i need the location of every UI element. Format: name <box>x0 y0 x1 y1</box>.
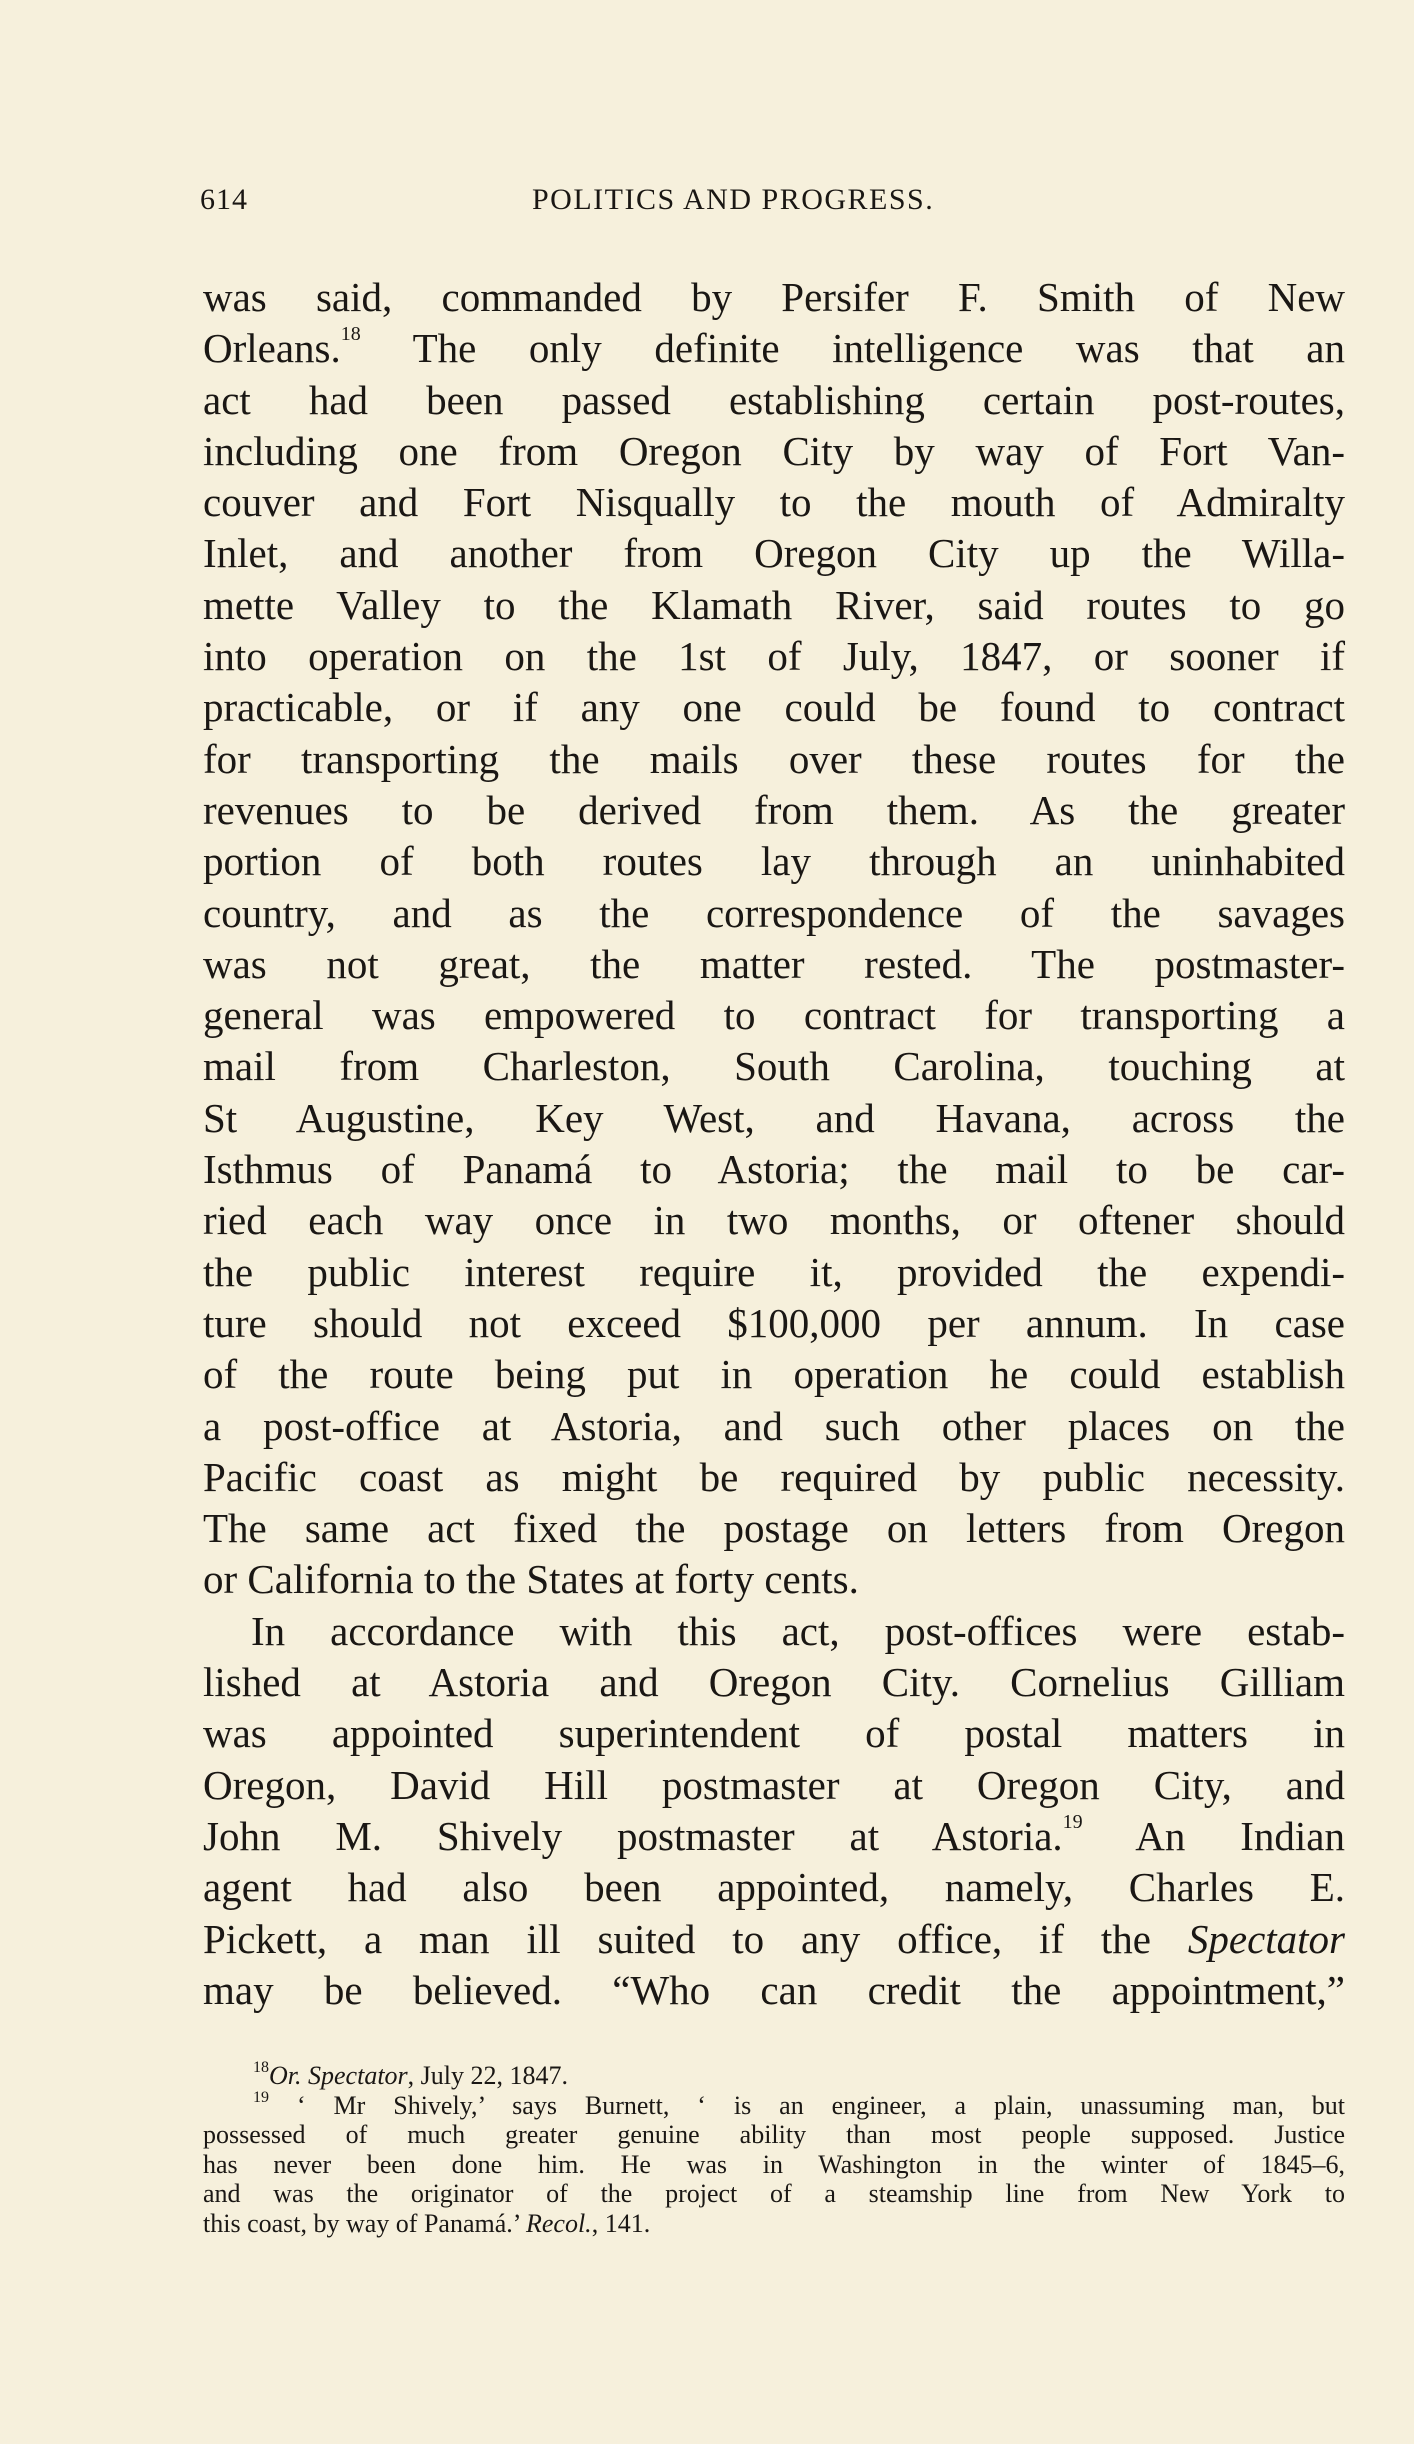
text-line: mette Valley to the Klamath River, said routes to go <box>203 581 1345 628</box>
text-line: act had been passed establishing certain post-routes, <box>203 376 1345 423</box>
footnote-text: this coast, by way of Panamá.’ <box>203 2208 520 2238</box>
text-line: including one from Oregon City by way of Fort Van- <box>203 427 1345 474</box>
body-text <box>203 272 1345 2016</box>
text-line: lished at Astoria and Oregon City. Cornelius Gilliam <box>203 1659 1345 1706</box>
text-line: Isthmus of Panamá to Astoria; the mail to be car- <box>203 1146 1345 1193</box>
text-span: Pickett, a man ill suited to any office, if the <box>203 1915 1152 1962</box>
footnote-line: and was the originator of the project of a steamship line from New York to <box>203 2179 1345 2208</box>
text-span: Orleans. <box>203 325 341 372</box>
text-line: practicable, or if any one could be found to contract <box>203 684 1345 731</box>
text-line: revenues to be derived from them. As the greater <box>203 786 1345 833</box>
footnote-18 <box>203 2061 1345 2091</box>
footnote-line: possessed of much greater genuine ability than most people supposed. Justice <box>203 2120 1345 2149</box>
footnote-ref-18: 18 <box>340 323 361 346</box>
page-number: 614 <box>200 183 248 216</box>
text-line: couver and Fort Nisqually to the mouth of Admiralty <box>203 479 1345 526</box>
footnote-line: has never been done him. He was in Washington in the winter of 1845–6, <box>203 2149 1345 2179</box>
text-line: may be believed. “Who can credit the appointment,” <box>203 1966 1345 2013</box>
text-line: Inlet, and another from Oregon City up the Willa- <box>203 530 1345 577</box>
text-span: John M. Shively postmaster at Astoria. <box>203 1812 1063 1859</box>
footnote-line <box>203 2209 1345 2239</box>
footnote-source: Recol. <box>526 2208 592 2238</box>
text-line: was appointed superintendent of postal matters in <box>203 1710 1345 1757</box>
running-title: POLITICS AND PROGRESS. <box>532 183 935 216</box>
footnote-text: , July 22, 1847. <box>407 2061 569 2090</box>
text-line <box>203 323 1345 374</box>
text-line <box>203 1914 1345 1965</box>
footnotes <box>203 2061 1345 2238</box>
text-line: St Augustine, Key West, and Havana, across the <box>203 1094 1345 1141</box>
spectator-title: Spectator <box>1187 1915 1346 1962</box>
footnote-ref-19: 19 <box>1062 1810 1083 1833</box>
text-line: for transporting the mails over these routes for the <box>203 735 1345 782</box>
text-line: or California to the States at forty cents. <box>203 1556 859 1603</box>
text-line: was said, commanded by Persifer F. Smith of New <box>203 274 1345 320</box>
paragraph-start: In accordance with this act, post-offices were estab- <box>251 1607 1345 1654</box>
text-line: ture should not exceed $100,000 per annum. In case <box>203 1299 1345 1346</box>
text-line: a post-office at Astoria, and such other places on the <box>203 1402 1345 1449</box>
text-line: ried each way once in two months, or oftener should <box>203 1197 1345 1244</box>
text-span: The only definite intelligence was that an <box>412 325 1345 372</box>
text-line <box>203 1811 1345 1862</box>
text-line: was not great, the matter rested. The postmaster- <box>203 940 1345 987</box>
footnote-mark: 18 <box>253 2059 269 2076</box>
footnote-mark: 19 <box>253 2088 269 2106</box>
text-line: Oregon, David Hill postmaster at Oregon City, and <box>203 1761 1345 1808</box>
text-line: mail from Charleston, South Carolina, touching at <box>203 1043 1345 1090</box>
text-line: of the route being put in operation he could establish <box>203 1351 1345 1398</box>
footnote-19 <box>203 2088 1345 2121</box>
text-span: An Indian <box>1135 1812 1345 1859</box>
text-line: the public interest require it, provided the expendi- <box>203 1248 1345 1295</box>
text-line: agent had also been appointed, namely, Charles E. <box>203 1864 1345 1911</box>
footnote-text: ‘ Mr Shively,’ says Burnett, ‘ is an engineer, a plain, unassuming man, but <box>296 2090 1345 2120</box>
text-line: into operation on the 1st of July, 1847, or sooner if <box>203 633 1345 680</box>
footnote-source: Or. Spectator <box>269 2061 408 2090</box>
text-line: country, and as the correspondence of the savages <box>203 889 1345 936</box>
text-line: The same act fixed the postage on letters from Oregon <box>203 1505 1345 1552</box>
text-line: portion of both routes lay through an uninhabited <box>203 838 1345 885</box>
text-line: Pacific coast as might be required by public necessity. <box>203 1453 1345 1500</box>
text-line: general was empowered to contract for transporting a <box>203 992 1345 1039</box>
footnote-text: , 141. <box>591 2208 651 2238</box>
running-head <box>200 183 1360 227</box>
